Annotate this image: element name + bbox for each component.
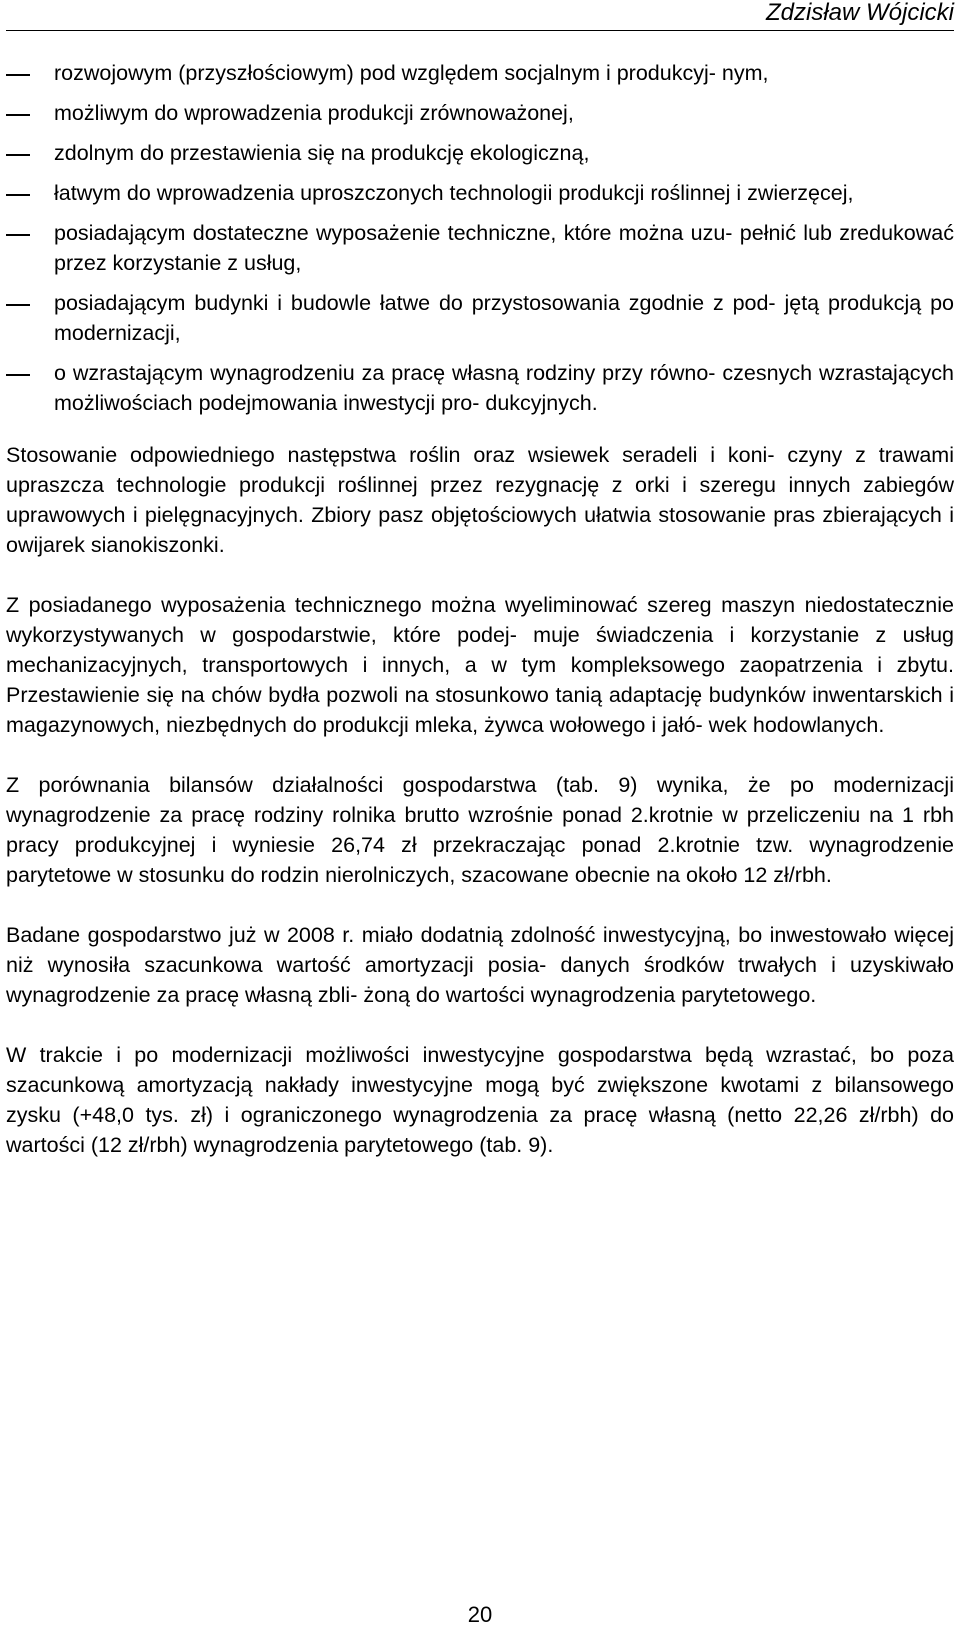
- list-item-text: posiadającym budynki i budowle łatwe do przystosowania zgodnie z pod- jętą produkcją po modernizacji,: [54, 291, 954, 345]
- dash-bullet: [6, 154, 30, 156]
- paragraph-modernization: W trakcie i po modernizacji możliwości inwestycyjne gospodarstwa będą wzrastać, bo poza szacunkową amortyzacją nakłady inwestycyjne mogą być zwiększone kwotami z bilansowego zysku (+48,0 tys. zł) i ograniczonego wynagrodzenia za pracę własną (netto 22,26 zł/rbh) do wartości (12 zł/rbh) wynagrodzenia parytetowego (tab. 9).: [6, 1043, 954, 1157]
- list-item: [6, 138, 954, 168]
- list-item-text: posiadającym dostateczne wyposażenie techniczne, które można uzu- pełnić lub zredukować przez korzystanie z usług,: [54, 221, 954, 275]
- list-item-text: zdolnym do przestawienia się na produkcję ekologiczną,: [54, 141, 590, 165]
- list-item: [6, 58, 954, 88]
- dash-list: [6, 58, 954, 418]
- dash-bullet: [6, 74, 30, 76]
- header-author: Zdzisław Wójcicki: [765, 0, 954, 26]
- page-content: [6, 58, 954, 1190]
- list-item-text: możliwym do wprowadzenia produkcji zrównoważonej,: [54, 101, 574, 125]
- list-item-text: rozwojowym (przyszłościowym) pod względem socjalnym i produkcyj- nym,: [54, 61, 769, 85]
- paragraph-equipment: Z posiadanego wyposażenia technicznego można wyeliminować szereg maszyn niedostatecznie wykorzystywanych w gospodarstwie, które podej- muje świadczenia i korzystanie z usług mechanizacyjnych, transportowych i innych, a w tym kompleksowego zaopatrzenia i zbytu. Przestawienie się na chów bydła pozwoli na stosunkowo tanią adaptację budynków inwentarskich i magazynowych, niezbędnych do produkcji mleka, żywca wołowego i jałó- wek hodowlanych.: [6, 593, 954, 737]
- list-item: [6, 288, 954, 348]
- dash-bullet: [6, 304, 30, 306]
- list-item-text: o wzrastającym wynagrodzeniu za pracę własną rodziny przy równo- czesnych wzrastających możliwościach podejmowania inwestycji pro- dukcyjnych.: [54, 361, 954, 415]
- list-item: [6, 218, 954, 278]
- dash-bullet: [6, 114, 30, 116]
- running-header: [6, 0, 954, 31]
- dash-bullet: [6, 374, 30, 376]
- dash-bullet: [6, 194, 30, 196]
- list-item: [6, 358, 954, 418]
- paragraph-comparison: Z porównania bilansów działalności gospodarstwa (tab. 9) wynika, że po modernizacji wynagrodzenie za pracę rodziny rolnika brutto wzrośnie ponad 2.krotnie w przeliczeniu na 1 rbh pracy produkcyjnej i wyniesie 26,74 zł przekraczając ponad 2.krotnie tzw. wynagrodzenie parytetowe w stosunku do rodzin nierolniczych, szacowane obecnie na około 12 zł/rbh.: [6, 773, 954, 887]
- list-item: [6, 98, 954, 128]
- list-item-text: łatwym do wprowadzenia uproszczonych technologii produkcji roślinnej i zwierzęcej,: [54, 181, 854, 205]
- paragraph-crop-rotation: Stosowanie odpowiedniego następstwa roślin oraz wsiewek seradeli i koni- czyny z trawami upraszcza technologie produkcji roślinnej przez rezygnację z orki i szeregu innych zabiegów uprawowych i pielęgnacyjnych. Zbiory pasz objętościowych ułatwia stosowanie pras zbierających i owijarek sianokiszonki.: [6, 443, 954, 557]
- dash-bullet: [6, 234, 30, 236]
- paragraph-investment-capacity: Badane gospodarstwo już w 2008 r. miało dodatnią zdolność inwestycyjną, bo inwestowało więcej niż wynosiła szacunkowa wartość amortyzacji posia- danych środków trwałych i uzyskiwało wynagrodzenie za pracę własną zbli- żoną do wartości wynagrodzenia parytetowego.: [6, 923, 954, 1007]
- page-number: 20: [467, 1602, 493, 1627]
- list-item: [6, 178, 954, 208]
